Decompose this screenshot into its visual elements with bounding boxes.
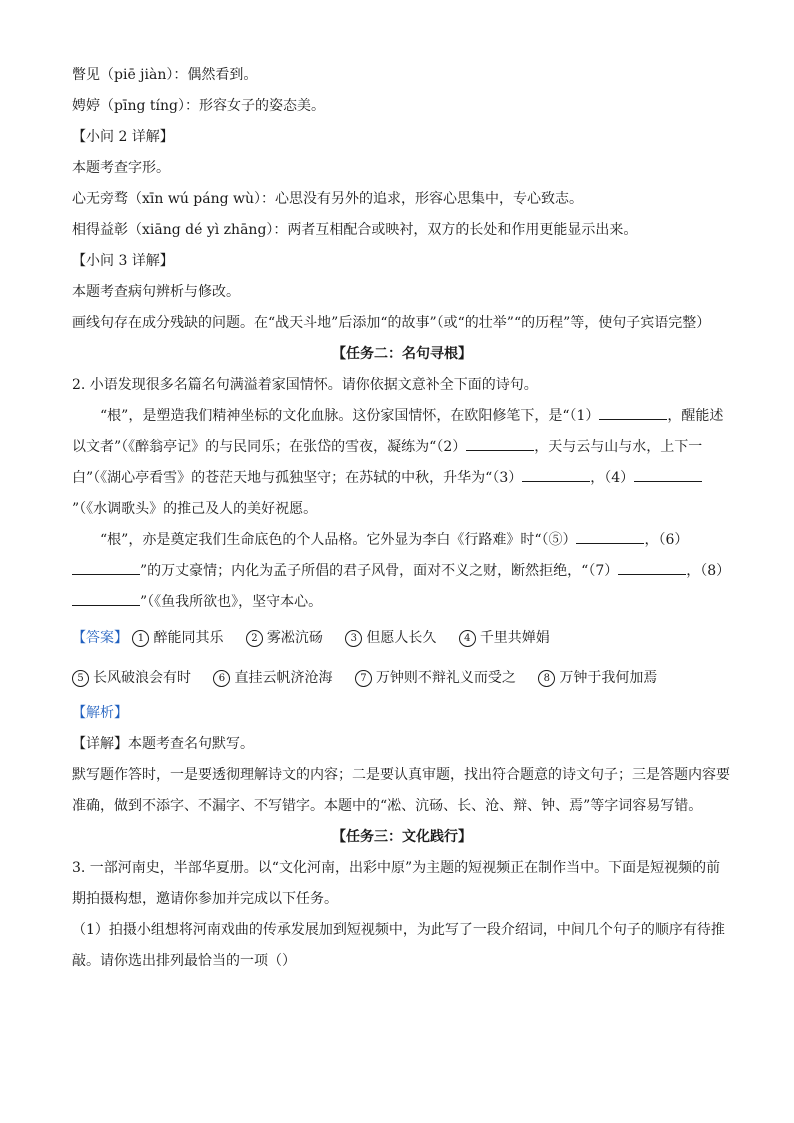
detail-heading: 【详解】本题考查名句默写。 [72, 736, 254, 752]
task2-question: 2. 小语发现很多名篇名句满溢着家国情怀。请你依据文意补全下面的诗句。 [72, 377, 538, 393]
answer-row-1 [72, 618, 732, 658]
answer-blank[interactable] [618, 560, 686, 575]
task3-intro: 3. 一部河南史，半部华夏册。以“文化河南，出彩中原”为主题的短视频正在制作当中。下面是短视频的前期拍摄构想，邀请你参加并完成以下任务。 [72, 860, 721, 907]
answer-item: 7 万钟则不辩礼义而受之 [355, 658, 516, 698]
task2-title: 【任务二：名句寻根】 [332, 346, 472, 362]
answer-blank[interactable] [576, 529, 644, 544]
answer-item: 1 醉能同其乐 [132, 618, 223, 658]
answer-item: 2 雾凇沆砀 [246, 618, 323, 658]
task3-title: 【任务三：文化践行】 [332, 829, 472, 845]
task3-question-1: （1）拍摄小组想将河南戏曲的传承发展加到短视频中，为此写了一段介绍词，中间几个句子的顺序有待推敲。请你选出排列最恰当的一项（） [72, 922, 725, 969]
answer-blank[interactable] [522, 467, 590, 482]
document-content [72, 60, 732, 977]
answer-blank[interactable] [72, 560, 140, 575]
subquestion-heading: 【小问 3 详解】 [72, 253, 174, 269]
task2-paragraph-2: “根”，亦是奠定我们生命底色的个人品格。它外显为李白《行路难》时“（⑤） ，（6）”的万丈豪情；内化为孟子所倡的君子风骨，面对不义之财，断然拒绝，“（7） ，（8）”（《鱼我所欲也》，坚守本心。 [72, 525, 732, 618]
answer-item: 4 千里共婵娟 [459, 618, 550, 658]
text-line: 瞥见（piē jiàn）：偶然看到。 [72, 67, 258, 83]
text-line: 本题考查病句辨析与修改。 [72, 284, 240, 300]
task2-paragraph-1: “根”，是塑造我们精神坐标的文化血脉。这份家国情怀，在欧阳修笔下，是“（1） ，醒能述以文者”（《醉翁亭记》的与民同乐；在张岱的雪夜，凝练为“（2） ，天与云与山与水，上下一白”（《湖心亭看雪》的苍茫天地与孤独坚守；在苏轼的中秋，升华为“（3） ，（4）”（《水调歌头》的推己及人的美好祝愿。 [72, 401, 732, 525]
text-line: 娉婷（pīng tíng）：形容女子的姿态美。 [72, 98, 325, 114]
answer-item: 8 万钟于我何加焉 [538, 658, 657, 698]
explanation-paragraph: 默写题作答时，一是要透彻理解诗文的内容；二是要认真审题，找出符合题意的诗文句子；三是答题内容要准确，做到不添字、不漏字、不写错字。本题中的“凇、沆砀、长、沧、辩、钟、焉”等字词容易写错。 [72, 767, 730, 814]
answer-label: 【答案】 [72, 630, 128, 646]
text-paragraph: 画线句存在成分残缺的问题。在“战天斗地”后添加“的故事”（或“的壮举”“的历程”等，使句子宾语完整） [72, 315, 711, 331]
answer-blank[interactable] [634, 467, 702, 482]
subquestion-heading: 【小问 2 详解】 [72, 129, 174, 145]
answer-blank[interactable] [72, 591, 140, 606]
analysis-label: 【解析】 [72, 705, 128, 721]
answer-row-2 [72, 658, 732, 698]
answer-blank[interactable] [599, 405, 667, 420]
text-line: 本题考查字形。 [72, 160, 170, 176]
text-line: 相得益彰（xiāng dé yì zhāng）：两者互相配合或映衬，双方的长处和作用更能显示出来。 [72, 222, 638, 238]
answer-item: 3 但愿人长久 [345, 618, 436, 658]
answer-item: 5 长风破浪会有时 [72, 658, 191, 698]
answer-blank[interactable] [466, 436, 534, 451]
text-line: 心无旁骛（xīn wú páng wù）：心思没有另外的追求，形容心思集中，专心致志。 [72, 191, 584, 207]
answer-item: 6 直挂云帆济沧海 [213, 658, 332, 698]
